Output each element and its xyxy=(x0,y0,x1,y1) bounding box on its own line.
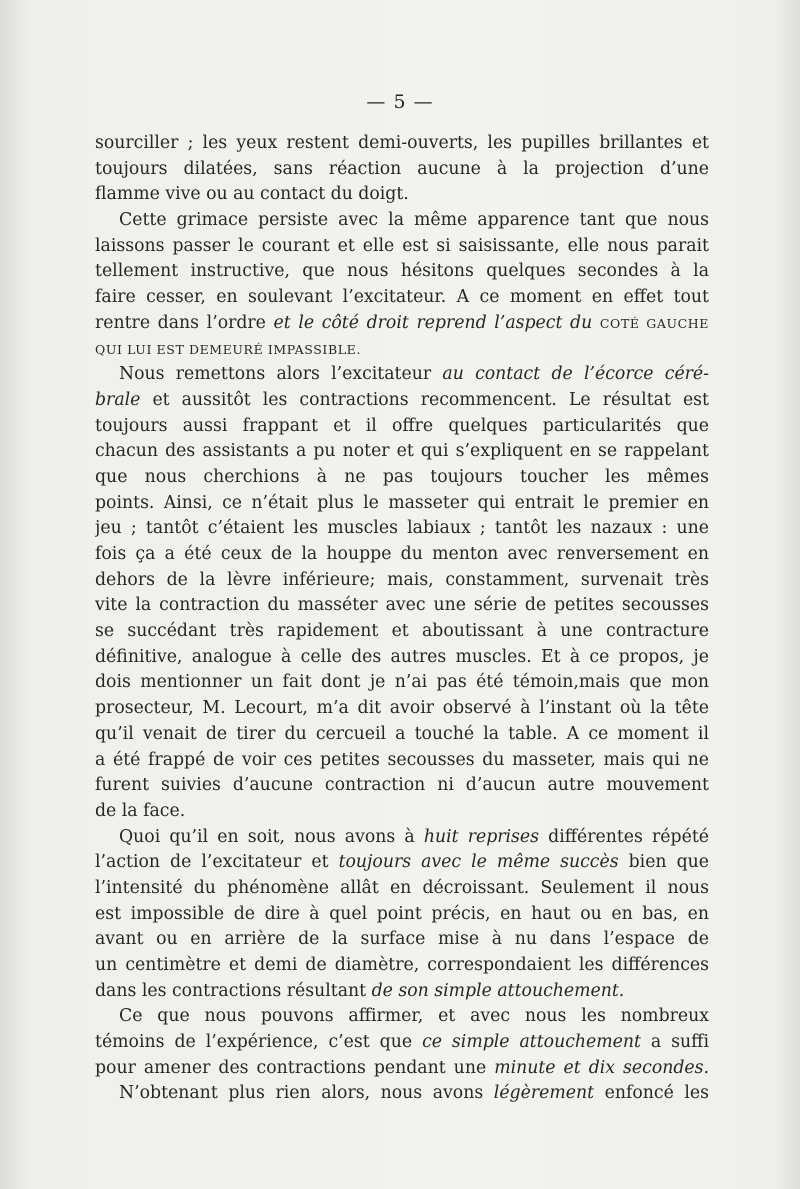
text-line: flamme vive ou au contact du doigt. xyxy=(95,184,409,205)
page-number: — 5 — xyxy=(366,91,434,113)
text-line: se succédant très rapidement et aboutissant à une contracture xyxy=(95,621,709,642)
text-span: pour amener des contractions pendant une xyxy=(95,1057,487,1078)
text-span: a suffi xyxy=(650,1032,709,1053)
text-line: vite la contraction du masséter avec une série de petites secousses xyxy=(95,595,709,616)
small-caps-span: QUI LUI EST DEMEURÉ IMPASSIBLE. xyxy=(95,341,361,357)
text-span: Nous remettons alors l’excitateur xyxy=(119,364,432,385)
italic-span: minute et dix secondes. xyxy=(494,1057,709,1078)
text-span: rentre dans l’ordre xyxy=(95,312,266,333)
italic-span: huit reprises xyxy=(423,826,540,847)
text-line: chacun des assistants a pu noter et qui s’expliquent en se rappelant xyxy=(95,441,709,462)
text-line: qu’il venait de tirer du cercueil a touché la table. A ce moment il xyxy=(95,723,709,744)
text-span: bien que xyxy=(628,852,709,873)
text-line: avant ou en arrière de la surface mise à nu dans l’espace de xyxy=(95,929,709,950)
italic-span: au contact de l’écorce céré- xyxy=(442,364,709,385)
text-line xyxy=(95,1056,709,1082)
paragraph-start-line xyxy=(95,362,709,388)
paragraph-start-line xyxy=(95,1081,709,1107)
text-span: N’obtenant plus rien alors, nous avons xyxy=(119,1083,484,1104)
text-line xyxy=(95,850,709,876)
text-line xyxy=(95,388,709,414)
text-line: prosecteur, M. Lecourt, m’a dit avoir observé à l’instant où la tête xyxy=(95,698,709,719)
text-line: toujours dilatées, sans réaction aucune à la projection d’une xyxy=(95,158,709,179)
italic-span: ce simple attouchement xyxy=(422,1032,641,1053)
text-line: furent suivies d’aucune contraction ni d’aucun autre mouvement xyxy=(95,775,709,796)
text-span: enfoncé les xyxy=(604,1083,709,1104)
text-line: jeu ; tantôt c’étaient les muscles labiaux ; tantôt les nazaux : une xyxy=(95,518,709,539)
text-line: que nous cherchions à ne pas toujours toucher les mêmes xyxy=(95,466,709,487)
text-span: dans les contractions résultant xyxy=(95,980,367,1001)
small-caps-span: COTÉ GAUCHE xyxy=(599,315,709,331)
text-span: l’action de l’excitateur et xyxy=(95,852,329,873)
italic-span: de son simple attouchement. xyxy=(371,980,625,1001)
paragraph-start-line: Ce que nous pouvons affirmer, et avec nous les nombreux xyxy=(119,1006,709,1027)
italic-span: légèrement xyxy=(493,1083,595,1104)
text-line: a été frappé de voir ces petites secousses du masseter, mais qui ne xyxy=(95,749,709,770)
text-line xyxy=(95,1030,709,1056)
text-span: différentes répété xyxy=(548,826,709,847)
text-line: faire cesser, en soulevant l’excitateur. A ce moment en effet tout xyxy=(95,287,709,308)
italic-span: et le côté droit reprend l’aspect du xyxy=(273,312,593,333)
text-line: tellement instructive, que nous hésitons quelques secondes à la xyxy=(95,261,709,282)
text-line: dehors de la lèvre inférieure; mais, constamment, survenait très xyxy=(95,569,709,590)
text-line xyxy=(95,311,709,337)
italic-span: toujours avec le même succès xyxy=(338,852,619,873)
text-line: dois mentionner un fait dont je n’ai pas été témoin,mais que mon xyxy=(95,672,709,693)
text-line: un centimètre et demi de diamètre, correspondaient les différences xyxy=(95,955,709,975)
text-line: toujours aussi frappant et il offre quelques particularités que xyxy=(95,415,709,436)
text-line: points. Ainsi, ce n’était plus le masseter qui entrait le premier en xyxy=(95,492,709,513)
text-span: témoins de l’expérience, c’est que xyxy=(95,1032,413,1053)
text-line xyxy=(95,979,709,1005)
text-line: sourciller ; les yeux restent demi-ouverts, les pupilles brillantes et xyxy=(95,133,709,153)
text-span: et aussitôt les contractions recommencent. Le résultat est xyxy=(152,389,709,410)
text-line: définitive, analogue à celle des autres muscles. Et à ce propos, je xyxy=(95,646,709,667)
text-line: l’intensité du phénomène allât en décroissant. Seulement il nous xyxy=(95,877,709,898)
text-line: laissons passer le courant et elle est si saisissante, elle nous parait xyxy=(95,235,709,256)
paragraph-start-line xyxy=(95,825,709,851)
body-text xyxy=(95,131,709,1107)
text-line: fois ça a été ceux de la houppe du menton avec renversement en xyxy=(95,544,709,564)
text-span: Quoi qu’il en soit, nous avons à xyxy=(119,826,415,847)
italic-span: brale xyxy=(95,389,141,410)
text-line: de la face. xyxy=(95,800,186,821)
paragraph-start-line: Cette grimace persiste avec la même apparence tant que nous xyxy=(119,210,709,231)
text-line: est impossible de dire à quel point précis, en haut ou en bas, en xyxy=(95,903,709,924)
text-line xyxy=(95,337,709,363)
